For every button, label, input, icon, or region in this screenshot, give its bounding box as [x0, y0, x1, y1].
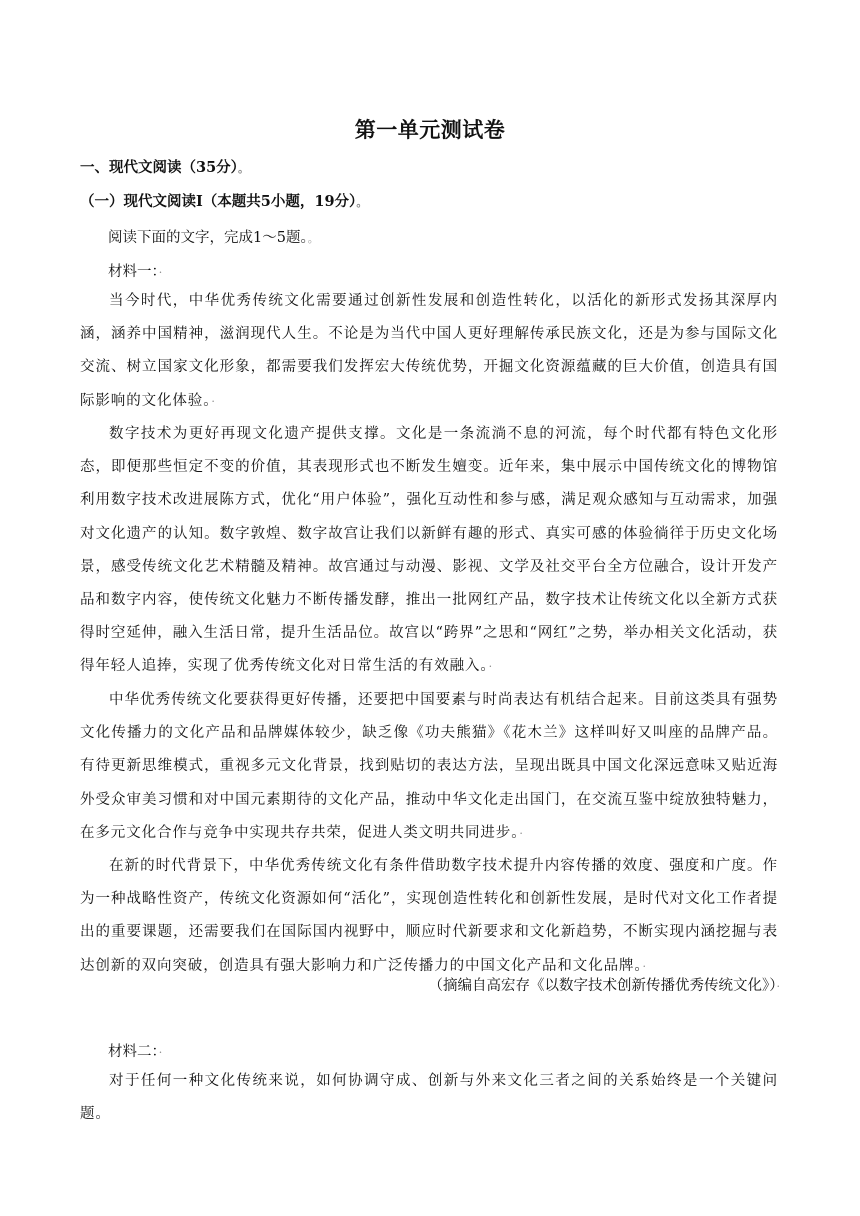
section-heading	[80, 156, 249, 177]
material-one-paragraph-4	[80, 850, 778, 983]
paragraph-text: 数字技术为更好再现文化遗产提供支撑。文化是一条流淌不息的河流，每个时代都有特色文化形态，即便那些恒定不变的价值，其表现形式也不断发生嬗变。近年来，集中展示中国传统文化的博物馆利用数字技术改进展陈方式，优化“用户体验”，强化互动性和参与感，满足观众感知与互动需求，加强对文化遗产的认知。数字敦煌、数字故宫让我们以新鲜有趣的形式、真实可感的体验徜徉于历史文化场景，感受传统文化艺术精髓及精神。故宫通过与动漫、影视、文学及社交平台全方位融合，设计开发产品和数字内容，使传统文化魅力不断传播发酵，推出一批网红产品，数字技术让传统文化以全新方式获得时空延伸，融入生活日常，提升生活品位。故宫以“跨界”之思和“网红”之势，举办相关文化活动，获得年轻人追捧，实现了优秀传统文化对日常生活的有效融入。	[80, 426, 778, 675]
paragraph-mark-icon: ·	[488, 660, 493, 674]
subsection-heading	[80, 190, 367, 211]
material-two-label-text: 材料二：	[108, 1044, 159, 1060]
paragraph-mark-icon: ·	[642, 959, 647, 973]
material-one-paragraph-3	[80, 684, 778, 850]
paragraph-mark-icon: ·	[211, 394, 216, 408]
paragraph-text: 中华优秀传统文化要获得更好传播，还要把中国要素与时尚表达有机结合起来。目前这类具有强势文化传播力的文化产品和品牌媒体较少，缺乏像《功夫熊猫》《花木兰》这样叫好又叫座的品牌产品。有待更新思维模式，重视多元文化背景，找到贴切的表达方法，呈现出既具中国文化深远意味又贴近海外受众审美习惯和对中国元素期待的文化产品，推动中华文化走出国门，在交流互鉴中绽放独特魅力，在多元文化合作与竞争中实现共存共荣，促进人类文明共同进步。	[80, 692, 778, 841]
paragraph-text: 当今时代，中华优秀传统文化需要通过创新性发展和创造性转化，以活化的新形式发扬其深厚内涵，涵养中国精神，滋润现代人生。不论是为当代中国人更好理解传承民族文化，还是为参与国际文化交流、树立国家文化形象，都需要我们发挥宏大传统优势，开掘文化资源蕴藏的巨大价值，创造具有国际影响的文化体验。	[80, 293, 778, 409]
section-heading-text: 一、现代文阅读（35分）	[80, 159, 238, 176]
material-one-paragraph-1	[80, 285, 778, 418]
material-one-paragraph-2	[80, 418, 778, 684]
material-one-label-text: 材料一：	[108, 264, 159, 280]
page-title: 第一单元测试卷	[354, 117, 506, 142]
paragraph-mark-icon: ·	[519, 826, 524, 840]
material-two-label	[108, 1040, 162, 1061]
paragraph-mark-icon: ·	[776, 980, 780, 993]
instruction-text: 阅读下面的文字，完成1～5题。	[108, 230, 308, 246]
material-two-paragraph-1	[80, 1065, 778, 1131]
subsection-heading-text: （一）现代文阅读Ⅰ（本题共5小题，19分）	[80, 193, 357, 210]
paragraph-mark-icon: 。	[237, 162, 249, 175]
material-one-source	[80, 974, 780, 995]
paragraph-mark-icon: 。	[356, 196, 368, 209]
source-text: （摘编自高宏存《以数字技术创新传播优秀传统文化》）	[428, 978, 777, 994]
material-one-label	[108, 260, 162, 281]
paragraph-text: 在新的时代背景下，中华优秀传统文化有条件借助数字技术提升内容传播的效度、强度和广度。作为一种战略性资产，传统文化资源如何“活化”，实现创造性转化和创新性发展，是时代对文化工作者提出的重要课题，还需要我们在国际国内视野中，顺应时代新要求和文化新趋势，不断实现内涵挖掘与表达创新的双向突破，创造具有强大影响力和广泛传播力的中国文化产品和文化品牌。	[80, 858, 778, 974]
paragraph-mark-icon: ·	[158, 1046, 163, 1059]
paragraph-text: 对于任何一种文化传统来说，如何协调守成、创新与外来文化三者之间的关系始终是一个关键问题。	[80, 1073, 778, 1123]
reading-instruction	[108, 226, 319, 247]
paragraph-mark-icon: 。	[307, 232, 319, 245]
paragraph-mark-icon: ·	[158, 266, 163, 279]
